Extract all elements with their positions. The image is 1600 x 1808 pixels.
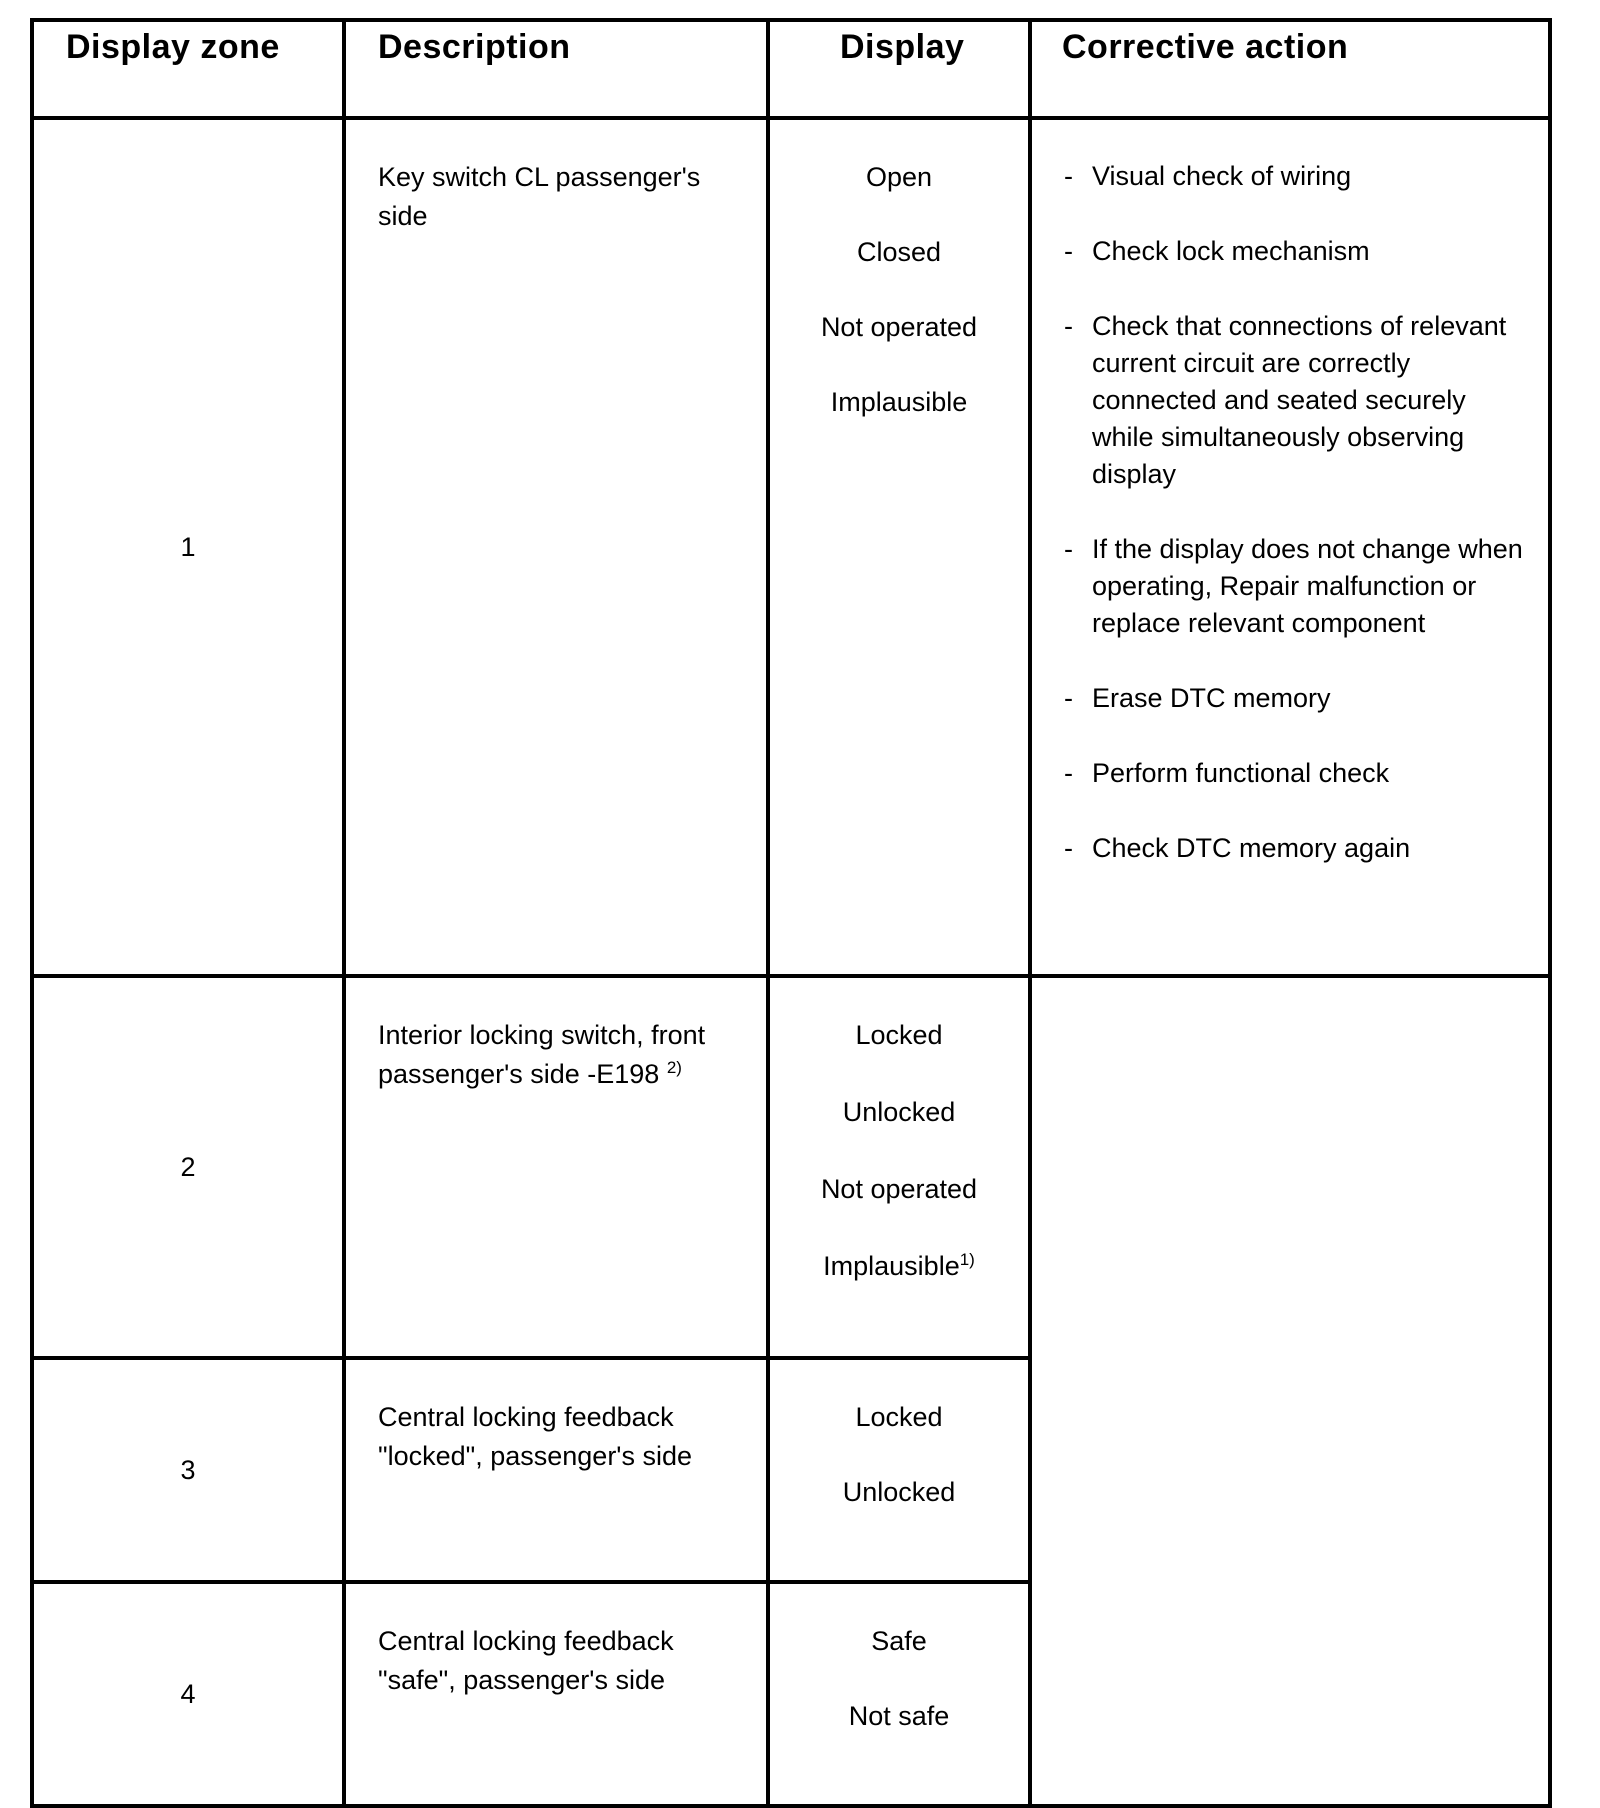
display-value: Implausible xyxy=(830,387,968,417)
display-value: Locked xyxy=(855,1020,943,1050)
display-value: Safe xyxy=(871,1626,927,1656)
zone-description: Key switch CL passenger's side xyxy=(344,118,768,976)
list-dash: - xyxy=(1064,758,1073,788)
display-value: Closed xyxy=(856,237,942,267)
header-corrective-action: Corrective action xyxy=(1030,20,1550,118)
action-text: Check DTC memory again xyxy=(1092,833,1411,863)
display-values xyxy=(768,1582,1030,1806)
zone-number: 1 xyxy=(32,118,344,976)
display-value: Open xyxy=(865,162,933,192)
display-value: Unlocked xyxy=(842,1477,956,1507)
table-row xyxy=(32,976,1550,1358)
list-dash: - xyxy=(1064,161,1073,191)
display-value-with-footnote xyxy=(770,1247,1028,1286)
display-values xyxy=(768,976,1030,1358)
list-dash: - xyxy=(1064,833,1073,863)
list-dash: - xyxy=(1064,534,1073,564)
list-dash: - xyxy=(1064,311,1073,341)
list-item xyxy=(1064,233,1528,270)
list-item xyxy=(1064,755,1528,792)
list-dash: - xyxy=(1064,236,1073,266)
action-text: Check lock mechanism xyxy=(1092,236,1370,266)
action-text: If the display does not change when operating, Repair malfunction or replace relevant component xyxy=(1092,534,1523,638)
display-value: Implausible xyxy=(823,1251,960,1281)
zone-description: Central locking feedback "safe", passenger's side xyxy=(344,1582,768,1806)
list-item xyxy=(1064,531,1528,642)
zone-number: 4 xyxy=(32,1582,344,1806)
header-description: Description xyxy=(344,20,768,118)
header-display-zone: Display zone xyxy=(32,20,344,118)
zone-number: 2 xyxy=(32,976,344,1358)
display-value: Not safe xyxy=(848,1701,950,1731)
list-item xyxy=(1064,680,1528,717)
corrective-action-list xyxy=(1030,118,1550,976)
list-item xyxy=(1064,830,1528,867)
footnote-marker: 2) xyxy=(666,1058,682,1077)
corrective-action-empty xyxy=(1030,976,1550,1806)
header-display: Display xyxy=(768,20,1030,118)
display-value: Unlocked xyxy=(842,1097,956,1127)
list-dash: - xyxy=(1064,683,1073,713)
display-values xyxy=(768,1358,1030,1582)
list-item xyxy=(1064,158,1528,195)
table-header-row xyxy=(32,20,1550,118)
display-value: Locked xyxy=(855,1402,943,1432)
zone-description xyxy=(344,976,768,1358)
list-item xyxy=(1064,308,1528,493)
display-value: Not operated xyxy=(820,312,978,342)
action-text: Visual check of wiring xyxy=(1092,161,1352,191)
zone-description: Central locking feedback "locked", passenger's side xyxy=(344,1358,768,1582)
zone-number: 3 xyxy=(32,1358,344,1582)
display-zone-table xyxy=(30,18,1552,1808)
table-row xyxy=(32,118,1550,976)
display-value: Not operated xyxy=(820,1174,978,1204)
action-text: Check that connections of relevant current circuit are correctly connected and seated securely while simultaneously observing display xyxy=(1092,311,1507,489)
description-text: Interior locking switch, front passenger's side -E198 xyxy=(378,1020,706,1089)
action-text: Perform functional check xyxy=(1092,758,1390,788)
display-values xyxy=(768,118,1030,976)
footnote-marker: 1) xyxy=(959,1250,975,1269)
action-text: Erase DTC memory xyxy=(1092,683,1331,713)
